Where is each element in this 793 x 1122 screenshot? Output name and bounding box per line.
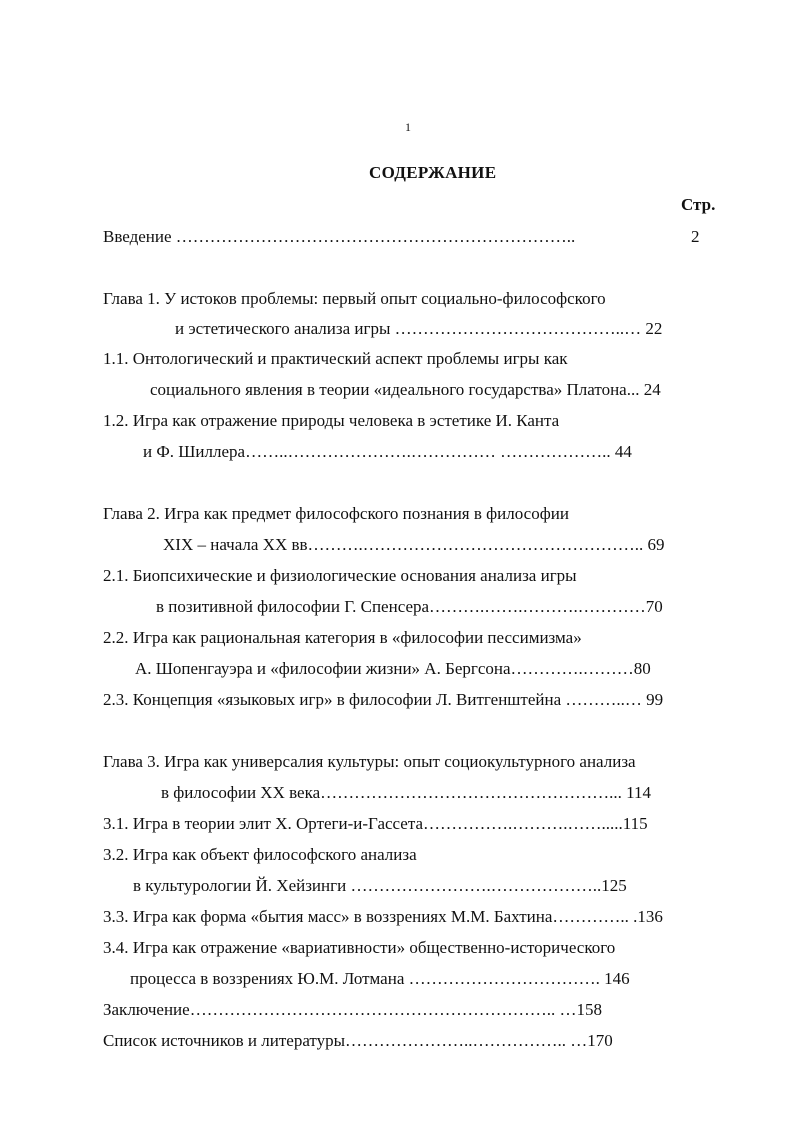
- toc-section-2-1-continuation: в позитивной философии Г. Спенсера……….…….……….…………70: [156, 597, 663, 616]
- toc-chapter-3-continuation: в философии XX века……………………………………………... 114: [161, 783, 651, 802]
- page-title: СОДЕРЖАНИЕ: [369, 163, 497, 182]
- page-column-header: Стр.: [681, 195, 716, 214]
- toc-section-3-2: 3.2. Игра как объект философского анализа: [103, 845, 417, 864]
- toc-section-2-3: 2.3. Концепция «языковых игр» в философии Л. Витгенштейна ………..… 99: [103, 690, 664, 709]
- toc-section-3-2-continuation: в культурологии Й. Хейзинги …………………….………………..125: [133, 876, 627, 895]
- toc-section-3-1: 3.1. Игра в теории элит Х. Ортеги-и-Гассета…………….……….…….....115: [103, 814, 648, 833]
- toc-section-1-2: 1.2. Игра как отражение природы человека в эстетике И. Канта: [103, 411, 560, 430]
- toc-section-2-2-continuation: А. Шопенгауэра и «философии жизни» А. Бергсона………….………80: [135, 659, 651, 678]
- toc-intro-page: 2: [691, 227, 700, 246]
- toc-sources: Список источников и литературы…………………..…………….. …170: [103, 1031, 613, 1050]
- toc-chapter-3-title: Глава 3. Игра как универсалия культуры: опыт социокультурного анализа: [103, 752, 636, 771]
- toc-chapter-1-title: Глава 1. У истоков проблемы: первый опыт социально-философского: [103, 289, 606, 308]
- page-number: 1: [405, 120, 411, 134]
- toc-section-1-2-continuation: и Ф. Шиллера……..………………….…………… ……………….. 44: [143, 442, 632, 461]
- toc-section-3-4-continuation: процесса в воззрениях Ю.М. Лотмана ……………………………. 146: [130, 969, 630, 988]
- toc-intro: Введение ……………………………………………………………..: [103, 227, 576, 246]
- toc-chapter-2-continuation: XIX – начала XX вв……….………………………………………….. 69: [163, 535, 665, 554]
- toc-conclusion: Заключение……………………………………………………….. …158: [103, 1000, 602, 1019]
- toc-section-2-1: 2.1. Биопсихические и физиологические основания анализа игры: [103, 566, 577, 585]
- toc-section-1-1-continuation: социального явления в теории «идеального государства» Платона... 24: [150, 380, 661, 399]
- toc-section-3-4: 3.4. Игра как отражение «вариативности» общественно-исторического: [103, 938, 616, 957]
- toc-section-2-2: 2.2. Игра как рациональная категория в «философии пессимизма»: [103, 628, 582, 647]
- toc-section-3-3: 3.3. Игра как форма «бытия масс» в воззрениях М.М. Бахтина………….. .136: [103, 907, 663, 926]
- toc-section-1-1: 1.1. Онтологический и практический аспект проблемы игры как: [103, 349, 568, 368]
- toc-chapter-2-title: Глава 2. Игра как предмет философского познания в философии: [103, 504, 569, 523]
- toc-chapter-1-continuation: и эстетического анализа игры …………………………………..… 22: [175, 319, 663, 338]
